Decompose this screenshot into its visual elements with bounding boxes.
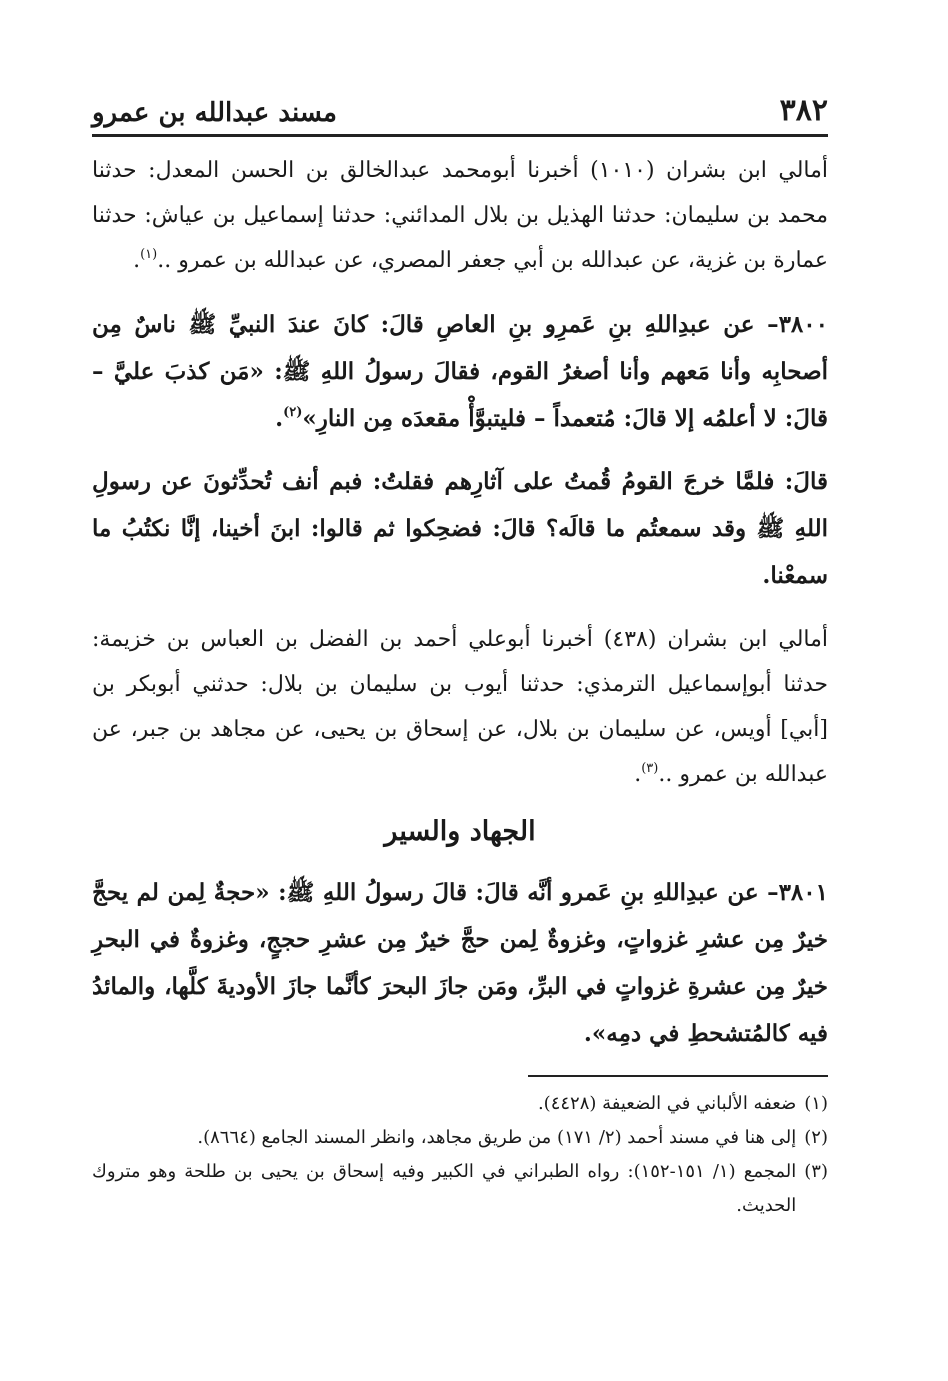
- footnote-1: [92, 1087, 828, 1121]
- hadith-3800-continuation: [92, 458, 828, 599]
- footnote-text: ضعفه الألباني في الضعيفة (٤٤٢٨).: [537, 1093, 797, 1114]
- running-title: مسند عبدالله بن عمرو: [92, 98, 337, 128]
- hadith-text: قالَ: فلمَّا خرجَ القومُ قُمتُ على آثارِهم فقلتُ: فبم أنف تُحدِّثونَ عن رسولِ اللهِ ﷺ وقد سمعتُم ما قالَه؟ قالَ: فضحِكوا ثم قالوا: ابنَ أخينا، إنَّا نكتُبُ ما سمعْنا.: [92, 468, 828, 589]
- hadith-text: ٣٨٠١– عن عبدِاللهِ بنِ عَمرو أنَّه قالَ: قالَ رسولُ اللهِ ﷺ: «حجةٌ لِمن لم يحجَّ خيرٌ مِن عشرِ غزواتٍ، وغزوةٌ لِمن حجَّ خيرٌ مِن عشرِ حججٍ، وغزوةٌ في البحرِ خيرٌ مِن عشرةِ غزواتٍ في البرِّ، ومَن جازَ البحرَ كأنَّما جازَ الأوديةَ كلَّها، والمائدُ فيه كالمُتشحطِ في دمِه».: [92, 879, 828, 1047]
- page-header: [92, 88, 828, 137]
- hadith-3801: [92, 869, 828, 1057]
- footnote-3: [92, 1155, 828, 1223]
- footnote-text: إلى هنا في مسند أحمد (٢/ ١٧١) من طريق مجاهد، وانظر المسند الجامع (٨٦٦٤).: [197, 1127, 797, 1148]
- isnad-paragraph-2: أمالي ابن بشران (٤٣٨) أخبرنا أبوعلي أحمد بن الفضل بن العباس بن خزيمة: حدثنا أبوإسماعيل الترمذي: حدثنا أيوب بن سليمان بن بلال: حدثني أبوبكر بن [أبي] أويس، عن سليمان بن بلال، عن إسحاق بن يحيى، عن مجاهد بن جبر، عن عبدالله بن عمرو ..$^{(٣)}$.: [92, 627, 829, 787]
- footnote-2: [92, 1121, 828, 1155]
- footnote-ref: (٢): [283, 405, 303, 420]
- page-body: [92, 148, 828, 1223]
- hadith-text: ٣٨٠٠– عن عبدِاللهِ بنِ عَمرِو بنِ العاصِ قالَ: كانَ عندَ النبيِّ ﷺ ناسٌ مِن أصحابِه وأنا مَعهم وأنا أصغرُ القوم، فقالَ رسولُ اللهِ ﷺ: «مَن كذبَ عليَّ – قالَ: لا أعلمُه إلا قالَ: مُتعمداً – فليتبوَّأْ مقعدَه مِن النارِ»: [92, 311, 828, 432]
- footnote-divider: [528, 1075, 828, 1077]
- isnad-text: أمالي ابن بشران (٤٣٨) أخبرنا أبوعلي أحمد بن الفضل بن العباس بن خزيمة: حدثنا أبوإسماعيل الترمذي: حدثنا أيوب بن سليمان بن بلال: حدثني أبوبكر بن [أبي] أويس، عن سليمان بن بلال، عن إسحاق بن يحيى، عن مجاهد بن جبر، عن عبدالله بن عمرو ..: [92, 627, 829, 787]
- footnote-ref: (٣): [641, 761, 659, 776]
- footnote-text: المجمع (١/ ١٥١-١٥٢): رواه الطبراني في الكبير وفيه إسحاق بن يحيى بن طلحة وهو متروك الحديث.: [92, 1161, 797, 1216]
- footnotes: [92, 1087, 828, 1223]
- footnote-ref: (١): [140, 247, 158, 262]
- hadith-3800: ٣٨٠٠– عن عبدِاللهِ بنِ عَمرِو بنِ العاصِ قالَ: كانَ عندَ النبيِّ ﷺ ناسٌ مِن أصحابِه وأنا مَعهم وأنا أصغرُ القوم، فقالَ رسولُ اللهِ ﷺ: «مَن كذبَ عليَّ – قالَ: لا أعلمُه إلا قالَ: مُتعمداً – فليتبوَّأْ مقعدَه مِن النارِ»$^{(٢)}$.: [92, 311, 828, 432]
- footnote-number: (٢): [804, 1127, 828, 1148]
- footnote-number: (١): [804, 1093, 828, 1114]
- footnote-number: (٣): [804, 1161, 828, 1182]
- section-heading: الجهاد والسير: [384, 816, 536, 847]
- isnad-paragraph-1: أمالي ابن بشران (١٠١٠) أخبرنا أبومحمد عبدالخالق بن الحسن المعدل: حدثنا محمد بن سليمان: حدثنا الهذيل بن بلال المدائني: حدثنا إسماعيل بن عياش: حدثنا عمارة بن غزية، عن عبدالله بن أبي جعفر المصري، عن عبدالله بن عمرو ..$^{(١)}$.: [92, 158, 828, 273]
- page-number: ٣٨٢: [779, 93, 828, 128]
- isnad-text: أمالي ابن بشران (١٠١٠) أخبرنا أبومحمد عبدالخالق بن الحسن المعدل: حدثنا محمد بن سليمان: حدثنا الهذيل بن بلال المدائني: حدثنا إسماعيل بن عياش: حدثنا عمارة بن غزية، عن عبدالله بن أبي جعفر المصري، عن عبدالله بن عمرو ..: [92, 158, 828, 273]
